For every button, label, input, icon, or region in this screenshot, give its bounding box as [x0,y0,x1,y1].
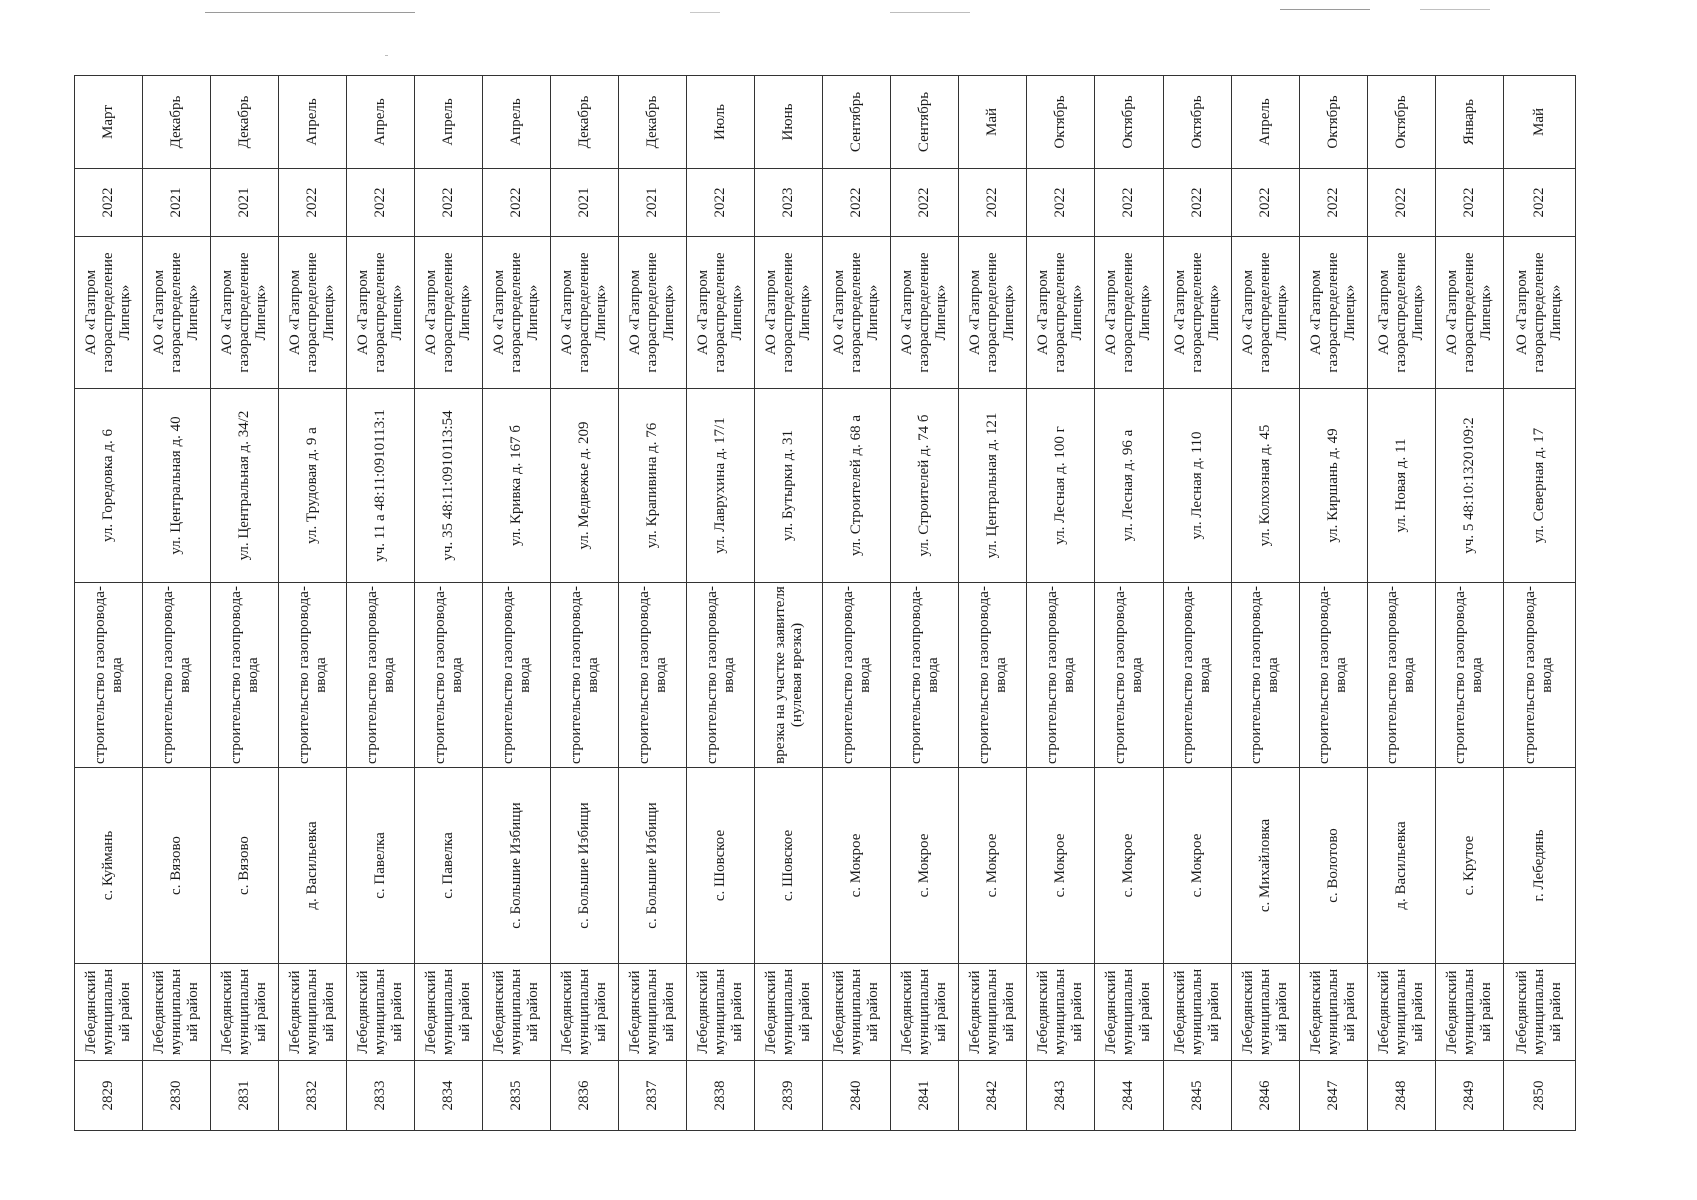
cell-month: Апрель [347,76,415,169]
cell-work-type: строительство газопровода-ввода [75,583,143,768]
cell-address: ул. Медвежье д. 209 [551,389,619,583]
cell-organization: АО «Газпром газораспределение Липецк» [1503,237,1575,389]
cell-number: 2830 [143,1061,211,1131]
cell-organization: АО «Газпром газораспределение Липецк» [823,237,891,389]
cell-locality: с. Павелка [347,768,415,964]
cell-address: ул. Лесная д. 110 [1163,389,1231,583]
cell-district: Лебедянский муниципальный район [755,964,823,1061]
scan-artifact [1280,9,1370,10]
cell-address: ул. Центральная д. 40 [143,389,211,583]
cell-year: 2022 [1095,169,1163,237]
cell-year: 2023 [755,169,823,237]
cell-work-type: строительство газопровода-ввода [891,583,959,768]
cell-month: Сентябрь [823,76,891,169]
cell-number: 2847 [1299,1061,1367,1131]
cell-month: Январь [1435,76,1503,169]
cell-locality: с. Вязово [143,768,211,964]
cell-address: уч. 11 а 48:11:0910113:1 [347,389,415,583]
cell-address: ул. Новая д. 11 [1367,389,1435,583]
gas-connection-table [74,75,1576,1131]
cell-district: Лебедянский муниципальный район [619,964,687,1061]
cell-address: ул. Трудовая д. 9 а [279,389,347,583]
cell-locality: с. Мокрое [823,768,891,964]
table-row [1163,76,1231,1131]
cell-month: Апрель [279,76,347,169]
cell-locality: с. Крутое [1435,768,1503,964]
cell-address: уч. 35 48:11:0910113:54 [415,389,483,583]
cell-month: Апрель [415,76,483,169]
cell-work-type: строительство газопровода-ввода [1231,583,1299,768]
cell-month: Декабрь [211,76,279,169]
cell-locality: с. Мокрое [1027,768,1095,964]
cell-district: Лебедянский муниципальный район [823,964,891,1061]
cell-district: Лебедянский муниципальный район [1027,964,1095,1061]
cell-address: ул. Бутырки д. 31 [755,389,823,583]
table-row [687,76,755,1131]
cell-year: 2022 [1027,169,1095,237]
cell-locality: с. Мокрое [1163,768,1231,964]
table-row [1095,76,1163,1131]
cell-month: Апрель [483,76,551,169]
cell-month: Октябрь [1299,76,1367,169]
cell-number: 2833 [347,1061,415,1131]
cell-organization: АО «Газпром газораспределение Липецк» [619,237,687,389]
cell-month: Сентябрь [891,76,959,169]
cell-work-type: строительство газопровода-ввода [1095,583,1163,768]
cell-organization: АО «Газпром газораспределение Липецк» [1367,237,1435,389]
cell-number: 2838 [687,1061,755,1131]
cell-organization: АО «Газпром газораспределение Липецк» [279,237,347,389]
cell-organization: АО «Газпром газораспределение Липецк» [483,237,551,389]
cell-number: 2842 [959,1061,1027,1131]
cell-year: 2022 [959,169,1027,237]
rotated-page-content [74,76,1576,1131]
cell-month: Октябрь [1095,76,1163,169]
cell-district: Лебедянский муниципальный район [279,964,347,1061]
cell-organization: АО «Газпром газораспределение Липецк» [891,237,959,389]
cell-locality: с. Шовское [687,768,755,964]
cell-work-type: строительство газопровода-ввода [347,583,415,768]
cell-locality: с. Михайловка [1231,768,1299,964]
cell-address: уч. 5 48:10:1320109:2 [1435,389,1503,583]
table-row [1503,76,1575,1131]
cell-locality: д. Васильевка [279,768,347,964]
cell-address: ул. Лесная д. 96 а [1095,389,1163,583]
cell-number: 2829 [75,1061,143,1131]
cell-work-type: строительство газопровода-ввода [551,583,619,768]
cell-work-type: строительство газопровода-ввода [619,583,687,768]
table-row [415,76,483,1131]
cell-district: Лебедянский муниципальный район [211,964,279,1061]
cell-work-type: строительство газопровода-ввода [1299,583,1367,768]
cell-work-type: строительство газопровода-ввода [415,583,483,768]
cell-district: Лебедянский муниципальный район [1435,964,1503,1061]
cell-locality: с. Волотово [1299,768,1367,964]
cell-locality: с. Большие Избищи [619,768,687,964]
cell-district: Лебедянский муниципальный район [143,964,211,1061]
cell-organization: АО «Газпром газораспределение Липецк» [687,237,755,389]
cell-locality: г. Лебедянь [1503,768,1575,964]
cell-organization: АО «Газпром газораспределение Липецк» [755,237,823,389]
cell-district: Лебедянский муниципальный район [687,964,755,1061]
table-row [1231,76,1299,1131]
table-row [551,76,619,1131]
cell-address: ул. Северная д. 17 [1503,389,1575,583]
cell-year: 2022 [279,169,347,237]
table-row [1367,76,1435,1131]
cell-year: 2022 [1367,169,1435,237]
cell-month: Декабрь [551,76,619,169]
cell-number: 2843 [1027,1061,1095,1131]
cell-address: ул. Строителей д. 68 а [823,389,891,583]
cell-address: ул. Центральная д. 34/2 [211,389,279,583]
cell-address: ул. Киршань д. 49 [1299,389,1367,583]
cell-year: 2021 [619,169,687,237]
cell-year: 2022 [1163,169,1231,237]
cell-organization: АО «Газпром газораспределение Липецк» [143,237,211,389]
cell-work-type: строительство газопровода-ввода [1503,583,1575,768]
cell-year: 2022 [1299,169,1367,237]
cell-year: 2021 [211,169,279,237]
cell-number: 2834 [415,1061,483,1131]
table-body [75,76,1576,1131]
cell-year: 2021 [551,169,619,237]
cell-number: 2841 [891,1061,959,1131]
scan-artifact [690,12,720,13]
cell-work-type: строительство газопровода-ввода [1435,583,1503,768]
cell-district: Лебедянский муниципальный район [551,964,619,1061]
cell-month: Май [1503,76,1575,169]
cell-work-type: строительство газопровода-ввода [1027,583,1095,768]
cell-organization: АО «Газпром газораспределение Липецк» [211,237,279,389]
cell-district: Лебедянский муниципальный район [1299,964,1367,1061]
cell-number: 2832 [279,1061,347,1131]
cell-month: Июль [687,76,755,169]
cell-work-type: врезка на участке заявителя (нулевая врезка) [755,583,823,768]
cell-work-type: строительство газопровода-ввода [687,583,755,768]
cell-district: Лебедянский муниципальный район [1503,964,1575,1061]
cell-organization: АО «Газпром газораспределение Липецк» [959,237,1027,389]
table-row [143,76,211,1131]
cell-locality: с. Большие Избищи [483,768,551,964]
cell-organization: АО «Газпром газораспределение Липецк» [1435,237,1503,389]
cell-organization: АО «Газпром газораспределение Липецк» [1027,237,1095,389]
cell-month: Декабрь [619,76,687,169]
cell-work-type: строительство газопровода-ввода [1367,583,1435,768]
scan-artifact [890,12,970,13]
cell-locality: д. Васильевка [1367,768,1435,964]
cell-organization: АО «Газпром газораспределение Липецк» [551,237,619,389]
cell-locality: с. Мокрое [959,768,1027,964]
cell-district: Лебедянский муниципальный район [75,964,143,1061]
cell-work-type: строительство газопровода-ввода [823,583,891,768]
table-row [891,76,959,1131]
table-row [211,76,279,1131]
cell-district: Лебедянский муниципальный район [1367,964,1435,1061]
cell-locality: с. Павелка [415,768,483,964]
cell-address: ул. Лаврухина д. 17/1 [687,389,755,583]
cell-month: Май [959,76,1027,169]
cell-year: 2022 [415,169,483,237]
cell-district: Лебедянский муниципальный район [891,964,959,1061]
cell-month: Март [75,76,143,169]
cell-number: 2839 [755,1061,823,1131]
cell-district: Лебедянский муниципальный район [1231,964,1299,1061]
table-row [1027,76,1095,1131]
scan-artifact [1420,9,1490,10]
cell-number: 2846 [1231,1061,1299,1131]
cell-district: Лебедянский муниципальный район [415,964,483,1061]
cell-number: 2848 [1367,1061,1435,1131]
cell-work-type: строительство газопровода-ввода [143,583,211,768]
cell-number: 2837 [619,1061,687,1131]
cell-district: Лебедянский муниципальный район [347,964,415,1061]
cell-address: ул. Колхозная д. 45 [1231,389,1299,583]
cell-number: 2849 [1435,1061,1503,1131]
cell-year: 2022 [1231,169,1299,237]
cell-address: ул. Кривка д. 167 б [483,389,551,583]
cell-organization: АО «Газпром газораспределение Липецк» [75,237,143,389]
cell-work-type: строительство газопровода-ввода [279,583,347,768]
table-row [1435,76,1503,1131]
cell-locality: с. Большие Избищи [551,768,619,964]
cell-number: 2836 [551,1061,619,1131]
cell-organization: АО «Газпром газораспределение Липецк» [1299,237,1367,389]
table-row [279,76,347,1131]
cell-number: 2831 [211,1061,279,1131]
table-row [1299,76,1367,1131]
cell-district: Лебедянский муниципальный район [1163,964,1231,1061]
cell-month: Декабрь [143,76,211,169]
cell-organization: АО «Газпром газораспределение Липецк» [415,237,483,389]
cell-month: Апрель [1231,76,1299,169]
cell-address: ул. Лесная д. 100 г [1027,389,1095,583]
cell-work-type: строительство газопровода-ввода [959,583,1027,768]
cell-number: 2835 [483,1061,551,1131]
cell-year: 2022 [1503,169,1575,237]
cell-address: ул. Горедовка д. 6 [75,389,143,583]
cell-address: ул. Строителей д. 74 б [891,389,959,583]
cell-number: 2840 [823,1061,891,1131]
table-row [75,76,143,1131]
table-row [619,76,687,1131]
cell-year: 2022 [75,169,143,237]
cell-month: Октябрь [1163,76,1231,169]
table-row [959,76,1027,1131]
cell-work-type: строительство газопровода-ввода [211,583,279,768]
table-row [347,76,415,1131]
cell-year: 2022 [347,169,415,237]
table-row [823,76,891,1131]
cell-organization: АО «Газпром газораспределение Липецк» [1163,237,1231,389]
cell-locality: с. Вязово [211,768,279,964]
cell-month: Октябрь [1027,76,1095,169]
cell-district: Лебедянский муниципальный район [483,964,551,1061]
scan-artifact [385,55,388,56]
cell-organization: АО «Газпром газораспределение Липецк» [1231,237,1299,389]
cell-organization: АО «Газпром газораспределение Липецк» [1095,237,1163,389]
cell-number: 2850 [1503,1061,1575,1131]
cell-locality: с. Мокрое [1095,768,1163,964]
cell-number: 2845 [1163,1061,1231,1131]
cell-month: Июнь [755,76,823,169]
table-row [755,76,823,1131]
cell-district: Лебедянский муниципальный район [959,964,1027,1061]
cell-district: Лебедянский муниципальный район [1095,964,1163,1061]
cell-year: 2022 [1435,169,1503,237]
table-row [483,76,551,1131]
cell-year: 2022 [687,169,755,237]
scan-artifact [205,12,415,13]
cell-locality: с. Куймань [75,768,143,964]
cell-locality: с. Мокрое [891,768,959,964]
cell-work-type: строительство газопровода-ввода [483,583,551,768]
cell-number: 2844 [1095,1061,1163,1131]
cell-work-type: строительство газопровода-ввода [1163,583,1231,768]
cell-organization: АО «Газпром газораспределение Липецк» [347,237,415,389]
cell-year: 2022 [891,169,959,237]
cell-address: ул. Крапивина д. 76 [619,389,687,583]
cell-year: 2022 [823,169,891,237]
cell-month: Октябрь [1367,76,1435,169]
cell-address: ул. Центральная д. 121 [959,389,1027,583]
cell-locality: с. Шовское [755,768,823,964]
cell-year: 2022 [483,169,551,237]
cell-year: 2021 [143,169,211,237]
